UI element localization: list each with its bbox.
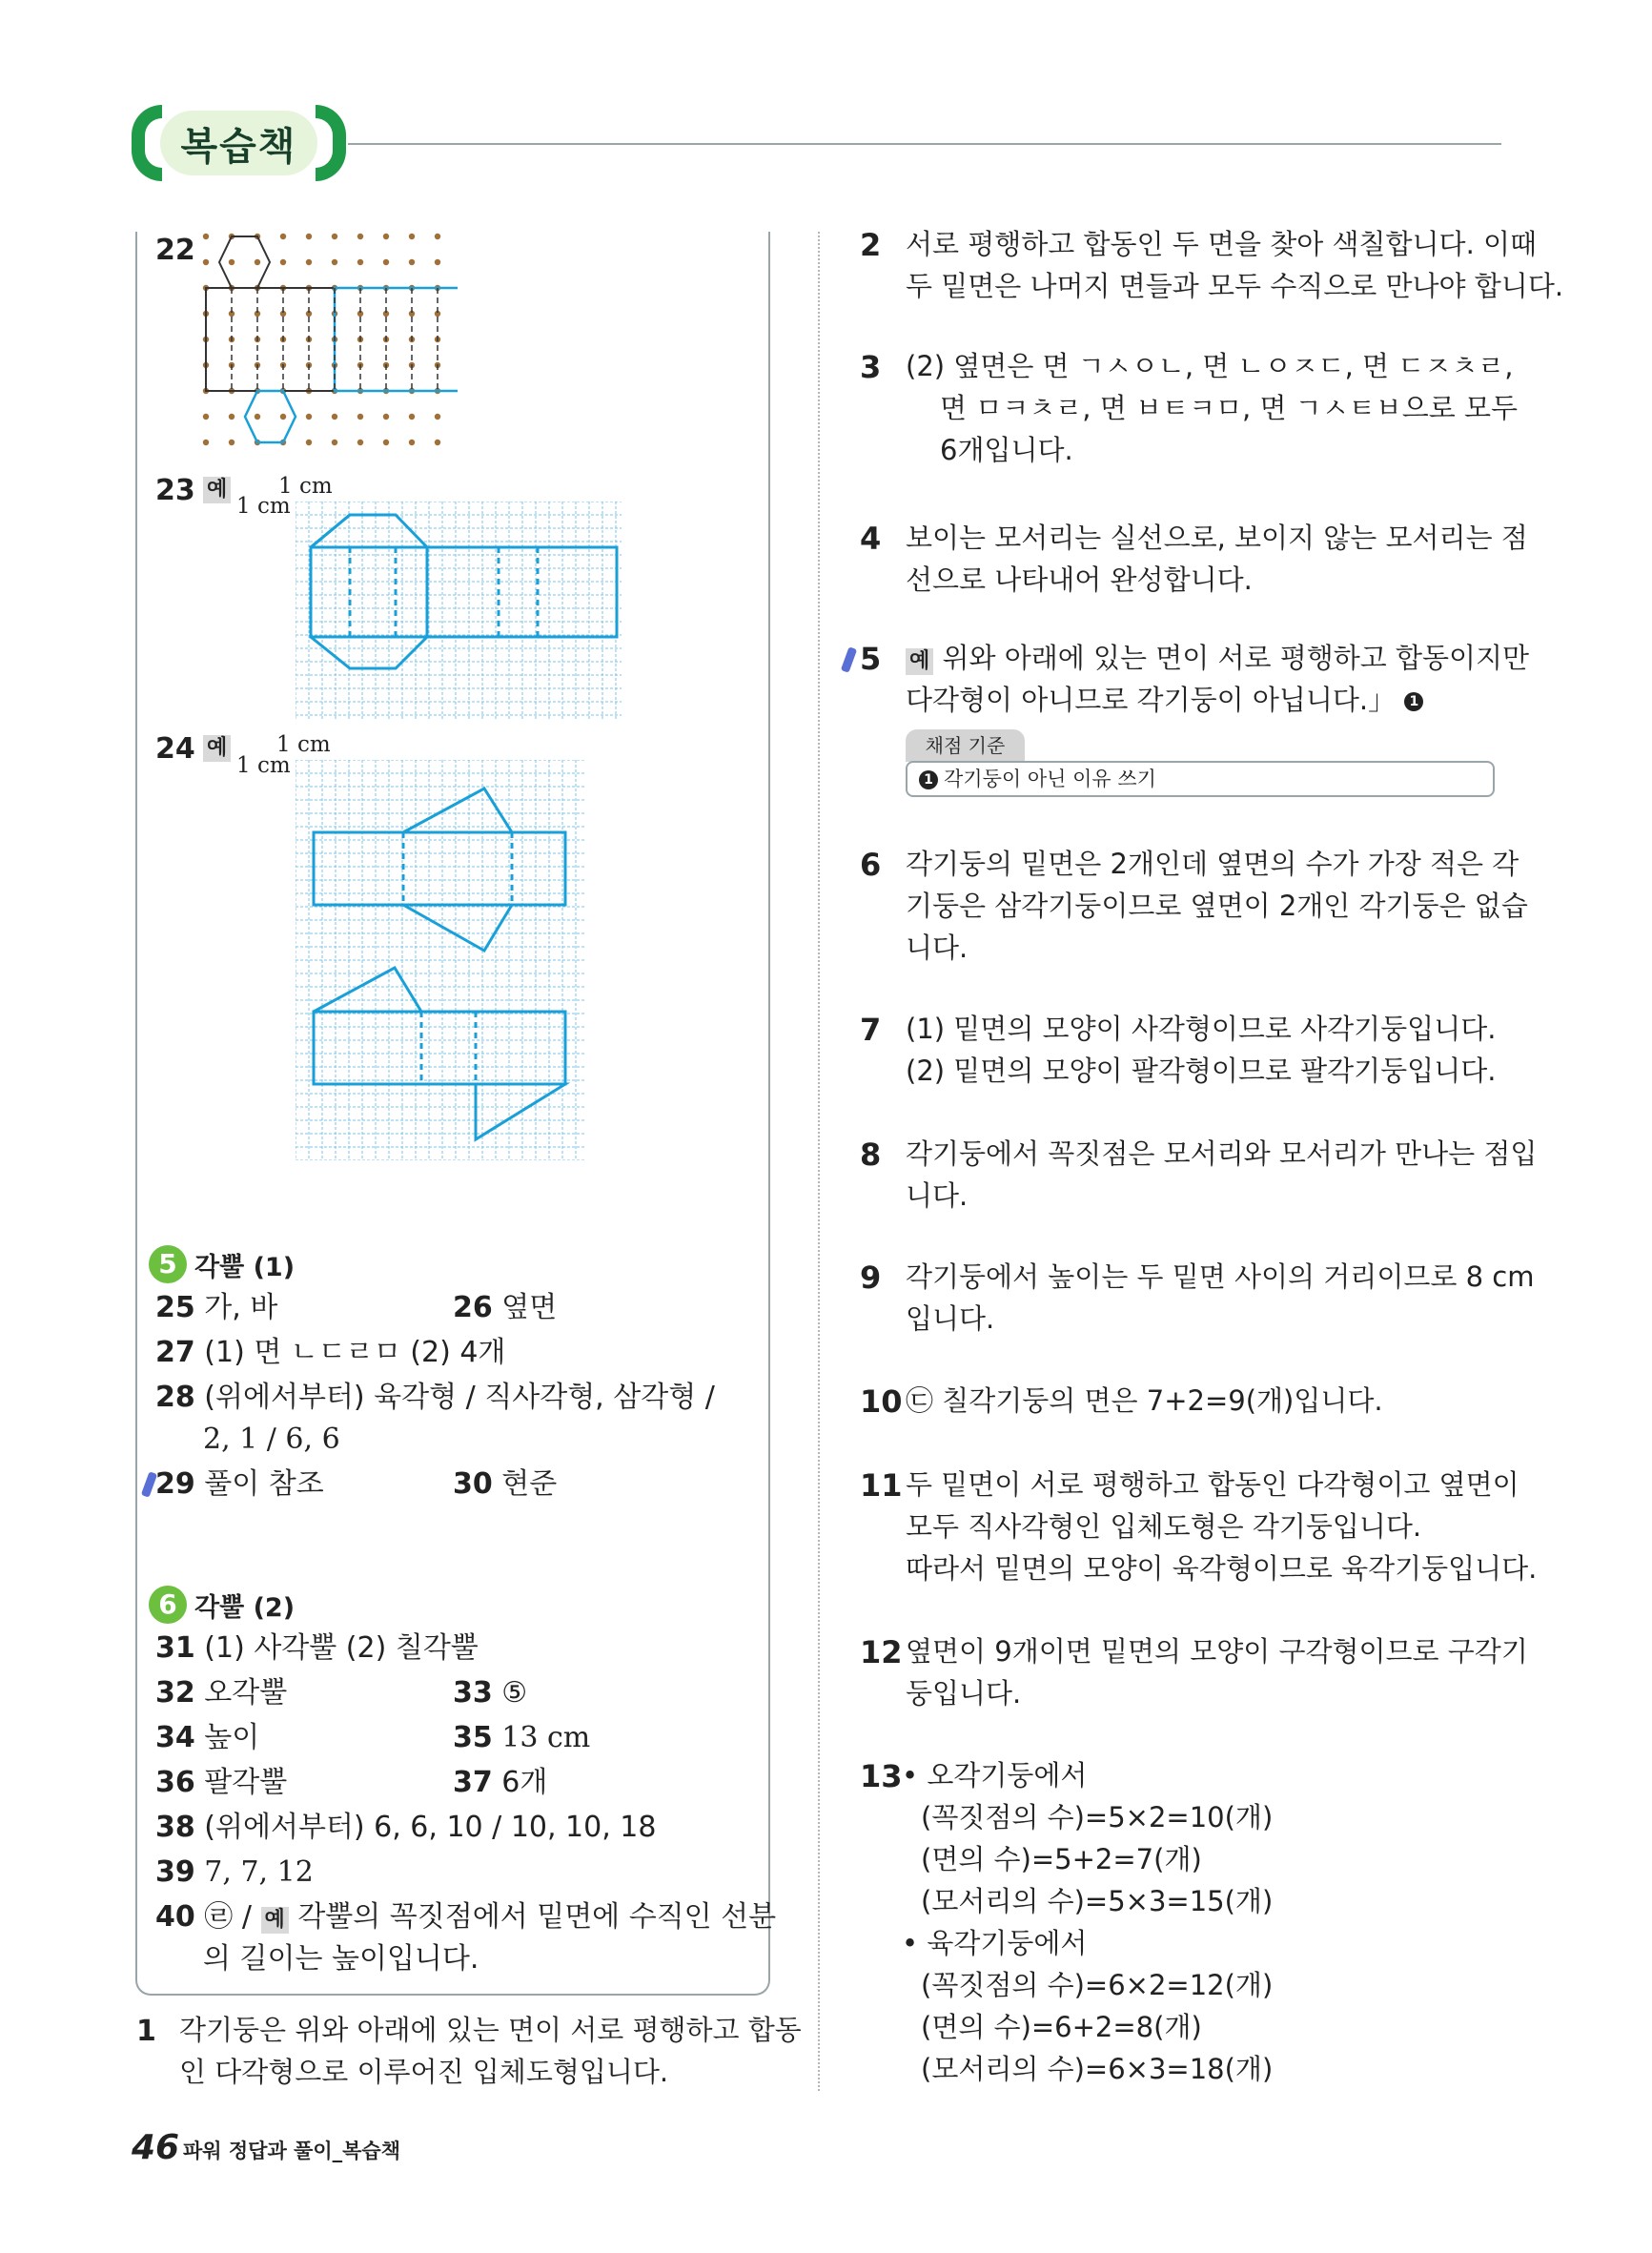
- answer-number: 30: [453, 1467, 493, 1501]
- q23-unit-horizontal: 1 cm: [278, 474, 333, 499]
- answer-continuation: 2, 1 / 6, 6: [203, 1423, 340, 1456]
- q13-line-b3: (모서리의 수)=6×3=18(개): [921, 2053, 1274, 2085]
- grid-dot: [280, 259, 286, 265]
- q10-number: 10: [860, 1383, 903, 1420]
- q24-net-figure: [296, 760, 586, 1160]
- q23-fold-lines: [311, 547, 538, 637]
- grid-dot: [383, 234, 389, 239]
- q9-line-1: 각기둥에서 높이는 두 밑면 사이의 거리이므로 8 cm: [906, 1260, 1535, 1293]
- answer-text: 팔각뿔: [204, 1766, 288, 1799]
- q24-unit-horizontal: 1 cm: [276, 732, 331, 757]
- grid-dot: [229, 259, 235, 265]
- q3-line-2: 면 ㅁㅋㅊㄹ, 면 ㅂㅌㅋㅁ, 면 ㄱㅅㅌㅂ으로 모두: [940, 392, 1519, 424]
- grid-dot: [357, 440, 363, 445]
- page-number: 46: [132, 2128, 180, 2167]
- example-badge: 예: [906, 648, 933, 675]
- q12-number: 12: [860, 1634, 903, 1670]
- grid-dot: [409, 440, 415, 445]
- q5-number: 5: [860, 641, 882, 677]
- badge-right-bracket: [316, 105, 346, 181]
- grid-dot: [435, 259, 440, 265]
- grid-dot: [332, 234, 337, 239]
- criteria-tab: 채점 기준: [906, 729, 1025, 762]
- pencil-icon: [841, 646, 857, 673]
- section-5-title: 각뿔 (1): [194, 1252, 296, 1282]
- q2-line-1: 서로 평행하고 합동인 두 면을 찾아 색칠합니다. 이때: [906, 228, 1538, 260]
- grid-dot: [229, 440, 235, 445]
- answer-text: (위에서부터) 6, 6, 10 / 10, 10, 18: [204, 1811, 657, 1844]
- grid-dot: [306, 234, 312, 239]
- q23-number: 23: [155, 474, 195, 507]
- answer-number: 39: [155, 1855, 195, 1889]
- grid-dot: [383, 414, 389, 420]
- answer-row: [155, 1762, 287, 1804]
- example-badge: 예: [261, 1907, 289, 1934]
- q6-line-2: 기둥은 삼각기둥이므로 옆면이 2개인 각기둥은 없습: [906, 890, 1528, 922]
- grid-dot: [306, 440, 312, 445]
- q6-number: 6: [860, 847, 882, 883]
- answer-text: 가, 바: [204, 1291, 278, 1324]
- q13-line-a1: (꼭짓점의 수)=5×2=10(개): [921, 1801, 1274, 1833]
- answer-text: 7, 7, 12: [204, 1855, 314, 1889]
- grid-dot: [255, 259, 260, 265]
- q3-line-3: 6개입니다.: [940, 434, 1073, 466]
- q3-line-1: (2) 옆면은 면 ㄱㅅㅇㄴ, 면 ㄴㅇㅈㄷ, 면 ㄷㅈㅊㄹ,: [906, 350, 1514, 382]
- section-5-header: [149, 1245, 295, 1283]
- q24-unit-vertical: 1 cm: [236, 753, 291, 778]
- answer-text: 각뿔의 꼭짓점에서 밑면에 수직인 선분: [297, 1900, 777, 1934]
- answer-number: 34: [155, 1721, 195, 1754]
- criteria-mark: 1: [919, 770, 938, 789]
- answer-number: 29: [155, 1467, 195, 1501]
- q24-example-tag: [203, 735, 231, 762]
- q1-line-2: 인 다각형으로 이루어진 입체도형입니다.: [179, 2056, 669, 2088]
- q7-number: 7: [860, 1012, 882, 1048]
- column-divider: [818, 232, 820, 2091]
- grid-dot: [435, 234, 440, 239]
- answer-text: 6개: [501, 1766, 548, 1799]
- answer-row: [453, 1464, 557, 1505]
- answer-number: 27: [155, 1336, 195, 1369]
- q4-number: 4: [860, 521, 882, 557]
- answer-text: (1) 면 ㄴㄷㄹㅁ (2) 4개: [204, 1336, 506, 1369]
- q6-line-3: 니다.: [906, 932, 969, 964]
- grid-dot: [280, 414, 286, 420]
- q1-number: 1: [136, 2015, 156, 2048]
- q5-text: 다각형이 아니므로 각기둥이 아닙니다.」: [906, 684, 1397, 716]
- q24-net-outline-top: [314, 789, 565, 951]
- q11-number: 11: [860, 1467, 903, 1504]
- q22-dot-net-figure: [191, 229, 458, 448]
- section-6-title: 각뿔 (2): [194, 1592, 296, 1623]
- answer-row: [453, 1287, 557, 1329]
- q8-line-1: 각기둥에서 꼭짓점은 모서리와 모서리가 만나는 점입: [906, 1137, 1538, 1170]
- grid-dot: [357, 234, 363, 239]
- header-rule: [348, 143, 1501, 145]
- answer-number: 35: [453, 1721, 493, 1754]
- q7-line-1: (1) 밑면의 모양이 사각형이므로 사각기둥입니다.: [906, 1013, 1497, 1045]
- answer-row: [453, 1717, 590, 1759]
- grid-dot: [409, 414, 415, 420]
- q2-number: 2: [860, 227, 882, 263]
- answer-row: [155, 1896, 776, 1938]
- answer-text: 오각뿔: [204, 1676, 288, 1710]
- grid-dot: [203, 234, 209, 239]
- q13-heading-b: • 육각기둥에서: [902, 1927, 1088, 1959]
- answer-row: [453, 1672, 527, 1714]
- grid-dot: [280, 234, 286, 239]
- score-mark: 1: [1404, 692, 1423, 711]
- q10-line-1: ㉢ 칠각기둥의 면은 7+2=9(개)입니다.: [906, 1384, 1383, 1417]
- answer-text: 현준: [501, 1467, 558, 1501]
- q8-line-2: 니다.: [906, 1179, 969, 1212]
- q8-number: 8: [860, 1137, 882, 1173]
- answer-row: [155, 1672, 287, 1714]
- answer-number: 40: [155, 1900, 195, 1934]
- q6-line-1: 각기둥의 밑면은 2개인데 옆면의 수가 가장 적은 각: [906, 848, 1519, 880]
- q13-number: 13: [860, 1758, 903, 1794]
- answer-number: 31: [155, 1631, 195, 1665]
- grid-dot: [203, 259, 209, 265]
- header-badge: [132, 105, 346, 181]
- answer-number: 37: [453, 1766, 493, 1799]
- grid-dot: [229, 414, 235, 420]
- grid-dot: [409, 234, 415, 239]
- answer-number: 28: [155, 1381, 195, 1414]
- q24-number: 24: [155, 732, 195, 766]
- q13-heading-a: • 오각기둥에서: [902, 1759, 1088, 1792]
- answer-text: 13 cm: [501, 1721, 591, 1754]
- q23-net-outline: [311, 515, 617, 668]
- q11-line-3: 따라서 밑면의 모양이 육각형이므로 육각기둥입니다.: [906, 1552, 1538, 1585]
- answer-number: 38: [155, 1811, 195, 1844]
- q9-line-2: 입니다.: [906, 1302, 995, 1335]
- section-5-number: 5: [149, 1245, 187, 1283]
- answer-text: 풀이 참조: [204, 1467, 324, 1501]
- q11-line-1: 두 밑면이 서로 평행하고 합동인 다각형이고 옆면이: [906, 1468, 1519, 1501]
- q9-number: 9: [860, 1260, 882, 1296]
- answer-row: [155, 1332, 505, 1374]
- example-badge: 예: [203, 735, 231, 762]
- q22-number: 22: [155, 234, 195, 267]
- section-6-header: [149, 1586, 295, 1624]
- answer-row: [453, 1762, 547, 1804]
- answer-text: 옆면: [501, 1291, 558, 1324]
- grid-dot: [203, 414, 209, 420]
- q5-text: 위와 아래에 있는 면이 서로 평행하고 합동이지만: [942, 642, 1530, 674]
- q13-line-a3: (모서리의 수)=5×3=15(개): [921, 1885, 1274, 1917]
- q1-line-1: 각기둥은 위와 아래에 있는 면이 서로 평행하고 합동: [179, 2014, 802, 2046]
- q4-line-1: 보이는 모서리는 실선으로, 보이지 않는 모서리는 점: [906, 522, 1528, 554]
- answer-row: [155, 1464, 324, 1505]
- badge-label: 복습책: [160, 111, 317, 175]
- q23-net-figure: [296, 502, 622, 719]
- answer-number: 32: [155, 1676, 195, 1710]
- grid-dot: [332, 414, 337, 420]
- answer-number: 36: [155, 1766, 195, 1799]
- grid-dot: [357, 259, 363, 265]
- answer-text: ⑤: [501, 1676, 528, 1710]
- example-badge: 예: [203, 477, 231, 503]
- q13-line-b2: (면의 수)=6+2=8(개): [921, 2011, 1202, 2043]
- criteria-box: [906, 761, 1495, 797]
- grid-dot: [332, 440, 337, 445]
- grid-dot: [357, 414, 363, 420]
- q13-line-b1: (꼭짓점의 수)=6×2=12(개): [921, 1969, 1274, 2001]
- q3-number: 3: [860, 349, 882, 385]
- grid-dot: [435, 414, 440, 420]
- answer-continuation: 의 길이는 높이입니다.: [203, 1942, 479, 1976]
- q12-line-1: 옆면이 9개이면 밑면의 모양이 구각형이므로 구각기: [906, 1635, 1528, 1668]
- grid-dot: [383, 259, 389, 265]
- q4-line-2: 선으로 나타내어 완성합니다.: [906, 563, 1253, 596]
- grid-dot: [203, 440, 209, 445]
- answer-row: [155, 1628, 479, 1669]
- answer-row: [155, 1717, 259, 1759]
- answer-text: (1) 사각뿔 (2) 칠각뿔: [204, 1631, 479, 1665]
- grid-dot: [306, 259, 312, 265]
- grid-dot: [435, 440, 440, 445]
- answer-text: (위에서부터) 육각형 / 직사각형, 삼각형 /: [204, 1381, 715, 1414]
- top-hexagon: [219, 236, 270, 288]
- answer-row: [155, 1287, 277, 1329]
- answer-row: [155, 1807, 656, 1849]
- q24-fold-lines-bottom: [421, 1012, 476, 1084]
- answer-number: 33: [453, 1676, 493, 1710]
- q23-unit-vertical: 1 cm: [236, 494, 291, 519]
- q13-line-a2: (면의 수)=5+2=7(개): [921, 1843, 1202, 1875]
- bottom-hexagon: [245, 391, 296, 442]
- badge-left-bracket: [132, 105, 162, 181]
- footer-title: 파워 정답과 풀이_복습책: [183, 2140, 400, 2162]
- answer-row: [155, 1852, 314, 1894]
- q23-example-tag: [203, 477, 231, 503]
- section-6-number: 6: [149, 1586, 187, 1624]
- answer-row: [155, 1377, 715, 1419]
- grid-dot: [409, 259, 415, 265]
- q5-line-2: [906, 679, 1429, 721]
- q12-line-2: 둥입니다.: [906, 1677, 1022, 1710]
- grid-dot: [383, 440, 389, 445]
- answer-text: 높이: [204, 1721, 260, 1754]
- answer-text: ㉣ /: [204, 1900, 252, 1934]
- q7-line-2: (2) 밑면의 모양이 팔각형이므로 팔각기둥입니다.: [906, 1055, 1497, 1087]
- q5-line-1: [906, 637, 1529, 679]
- answer-number: 26: [453, 1291, 493, 1324]
- q2-line-2: 두 밑면은 나머지 면들과 모두 수직으로 만나야 합니다.: [906, 270, 1564, 302]
- criteria-text: 각기둥이 아닌 이유 쓰기: [944, 768, 1156, 790]
- q11-line-2: 모두 직사각형인 입체도형은 각기둥입니다.: [906, 1510, 1422, 1543]
- grid-dot: [306, 414, 312, 420]
- grid-dot: [255, 414, 260, 420]
- answer-number: 25: [155, 1291, 195, 1324]
- grid-dot: [332, 259, 337, 265]
